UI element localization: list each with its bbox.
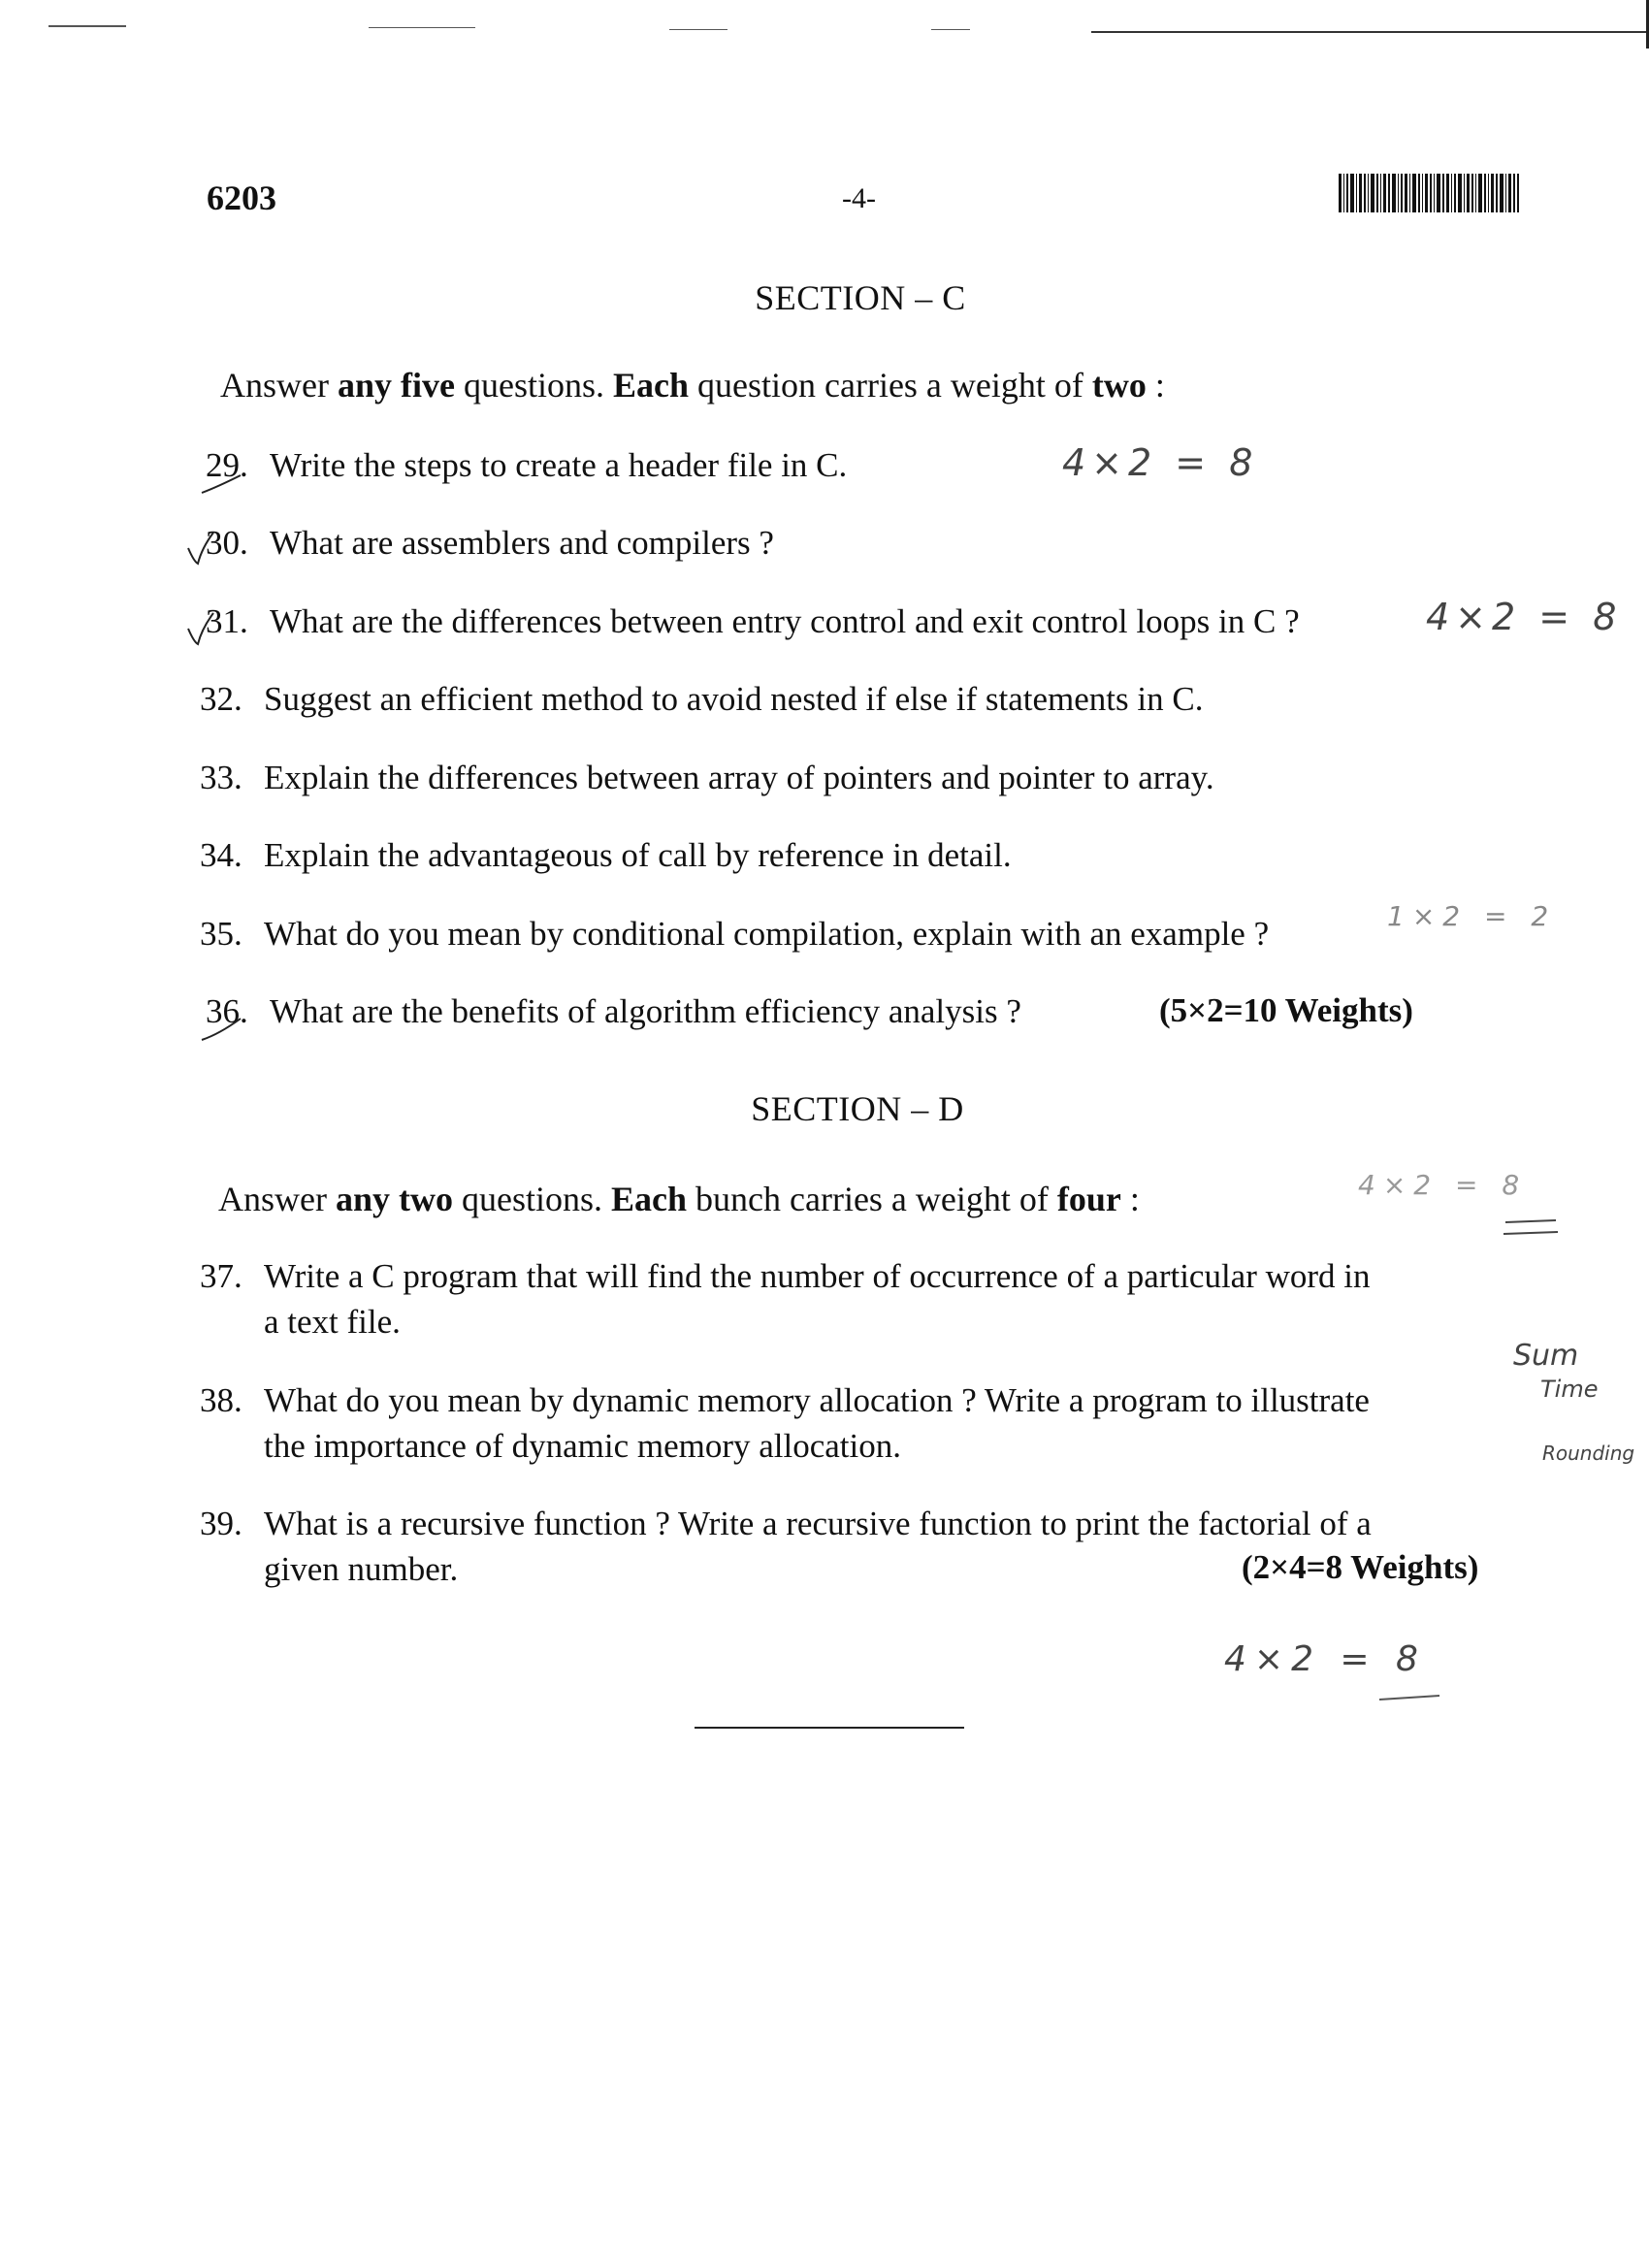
instruction-text: Answer — [220, 366, 338, 405]
instruction-emphasis: any two — [335, 1180, 453, 1218]
question-number: 33. — [200, 759, 242, 796]
underline-mark-icon — [1502, 1213, 1560, 1242]
question-35 — [200, 911, 1269, 956]
question-37 — [200, 1253, 1371, 1345]
section-c-title: SECTION – C — [755, 278, 966, 317]
question-line: given number. — [264, 1550, 459, 1588]
instruction-text: bunch carries a weight of — [687, 1180, 1057, 1218]
tick-mark-icon — [200, 1015, 244, 1044]
instruction-text: questions. — [454, 366, 613, 405]
question-number: 37. — [200, 1257, 242, 1295]
section-d-title: SECTION – D — [751, 1089, 964, 1128]
question-text: What are the benefits of algorithm efficiency analysis ? — [270, 992, 1021, 1030]
question-text: What are the differences between entry control and exit control loops in C ? — [270, 602, 1300, 640]
underline-mark-icon — [1375, 1688, 1443, 1707]
section-d-weights: (2×4=8 Weights) — [1242, 1548, 1479, 1586]
tick-mark-icon — [186, 529, 215, 567]
scan-artifact-line — [48, 25, 126, 27]
instruction-emphasis: two — [1091, 366, 1147, 405]
scan-artifact-line — [369, 27, 475, 28]
instruction-emphasis: any five — [337, 366, 455, 405]
handwritten-note: 4×2 = 8 — [1062, 441, 1259, 484]
question-text — [200, 1377, 1370, 1469]
instruction-emphasis: Each — [613, 366, 690, 405]
question-text: Explain the differences between array of pointers and pointer to array. — [264, 759, 1214, 796]
scan-artifact-line — [669, 29, 728, 30]
question-36 — [206, 988, 1021, 1034]
question-39 — [200, 1501, 1372, 1592]
paper-code: 6203 — [207, 178, 276, 217]
question-line: Write a C program that will find the number of occurrence of a particular word in — [264, 1257, 1371, 1295]
question-text: What are assemblers and compilers ? — [270, 524, 774, 562]
question-29 — [206, 442, 847, 488]
question-line: a text file. — [264, 1303, 401, 1341]
instruction-text: : — [1120, 1180, 1140, 1218]
question-number: 39. — [200, 1505, 242, 1542]
instruction-emphasis: Each — [611, 1180, 688, 1218]
question-text: Suggest an efficient method to avoid nested if else if statements in C. — [264, 680, 1204, 718]
question-number: 32. — [200, 680, 242, 718]
question-number: 31. — [206, 602, 248, 640]
question-line: What do you mean by dynamic memory allocation ? Write a program to illustrate — [264, 1381, 1370, 1419]
handwritten-note: 4×2 = 8 — [1358, 1169, 1528, 1201]
instruction-text: question carries a weight of — [689, 366, 1092, 405]
question-number: 29. — [206, 446, 248, 484]
scan-artifact-line — [931, 29, 970, 30]
question-number: 36. — [206, 992, 248, 1030]
instruction-text: Answer — [218, 1180, 336, 1218]
handwritten-note: 1×2 = 2 — [1387, 900, 1557, 932]
question-line: What is a recursive function ? Write a recursive function to print the factorial of a — [264, 1505, 1372, 1542]
question-30 — [206, 520, 774, 566]
handwritten-note: 4×2 = 8 — [1224, 1639, 1426, 1679]
handwritten-note: 4×2 = 8 — [1426, 596, 1623, 638]
question-text: Write the steps to create a header file in C. — [270, 446, 848, 484]
question-text: Explain the advantageous of call by reference in detail. — [264, 836, 1012, 874]
question-text — [200, 1501, 1372, 1592]
question-38 — [200, 1377, 1370, 1469]
instruction-text: questions. — [453, 1180, 612, 1218]
question-number: 34. — [200, 836, 242, 874]
question-31 — [206, 599, 1300, 644]
end-of-paper-rule — [695, 1727, 964, 1729]
handwritten-note: Sum — [1513, 1339, 1579, 1373]
instruction-text: : — [1146, 366, 1165, 405]
question-number: 35. — [200, 915, 242, 953]
question-line: the importance of dynamic memory allocation. — [264, 1427, 902, 1465]
section-c-weights: (5×2=10 Weights) — [1159, 991, 1413, 1029]
scan-artifact-line — [1091, 31, 1649, 33]
question-34 — [200, 832, 1012, 878]
question-number: 30. — [206, 524, 248, 562]
tick-mark-icon — [200, 473, 244, 497]
page-number: -4- — [842, 182, 876, 214]
barcode-icon — [1339, 174, 1519, 212]
question-32 — [200, 676, 1203, 722]
section-c-instruction — [220, 365, 1165, 405]
section-d-instruction — [218, 1179, 1140, 1219]
tick-mark-icon — [186, 609, 215, 648]
handwritten-note: Time — [1540, 1376, 1599, 1403]
question-text: What do you mean by conditional compilation, explain with an example ? — [264, 915, 1270, 953]
question-number: 38. — [200, 1381, 242, 1419]
instruction-emphasis: four — [1056, 1180, 1121, 1218]
handwritten-note: Rounding — [1542, 1442, 1635, 1465]
question-text — [200, 1253, 1371, 1345]
question-33 — [200, 755, 1214, 800]
